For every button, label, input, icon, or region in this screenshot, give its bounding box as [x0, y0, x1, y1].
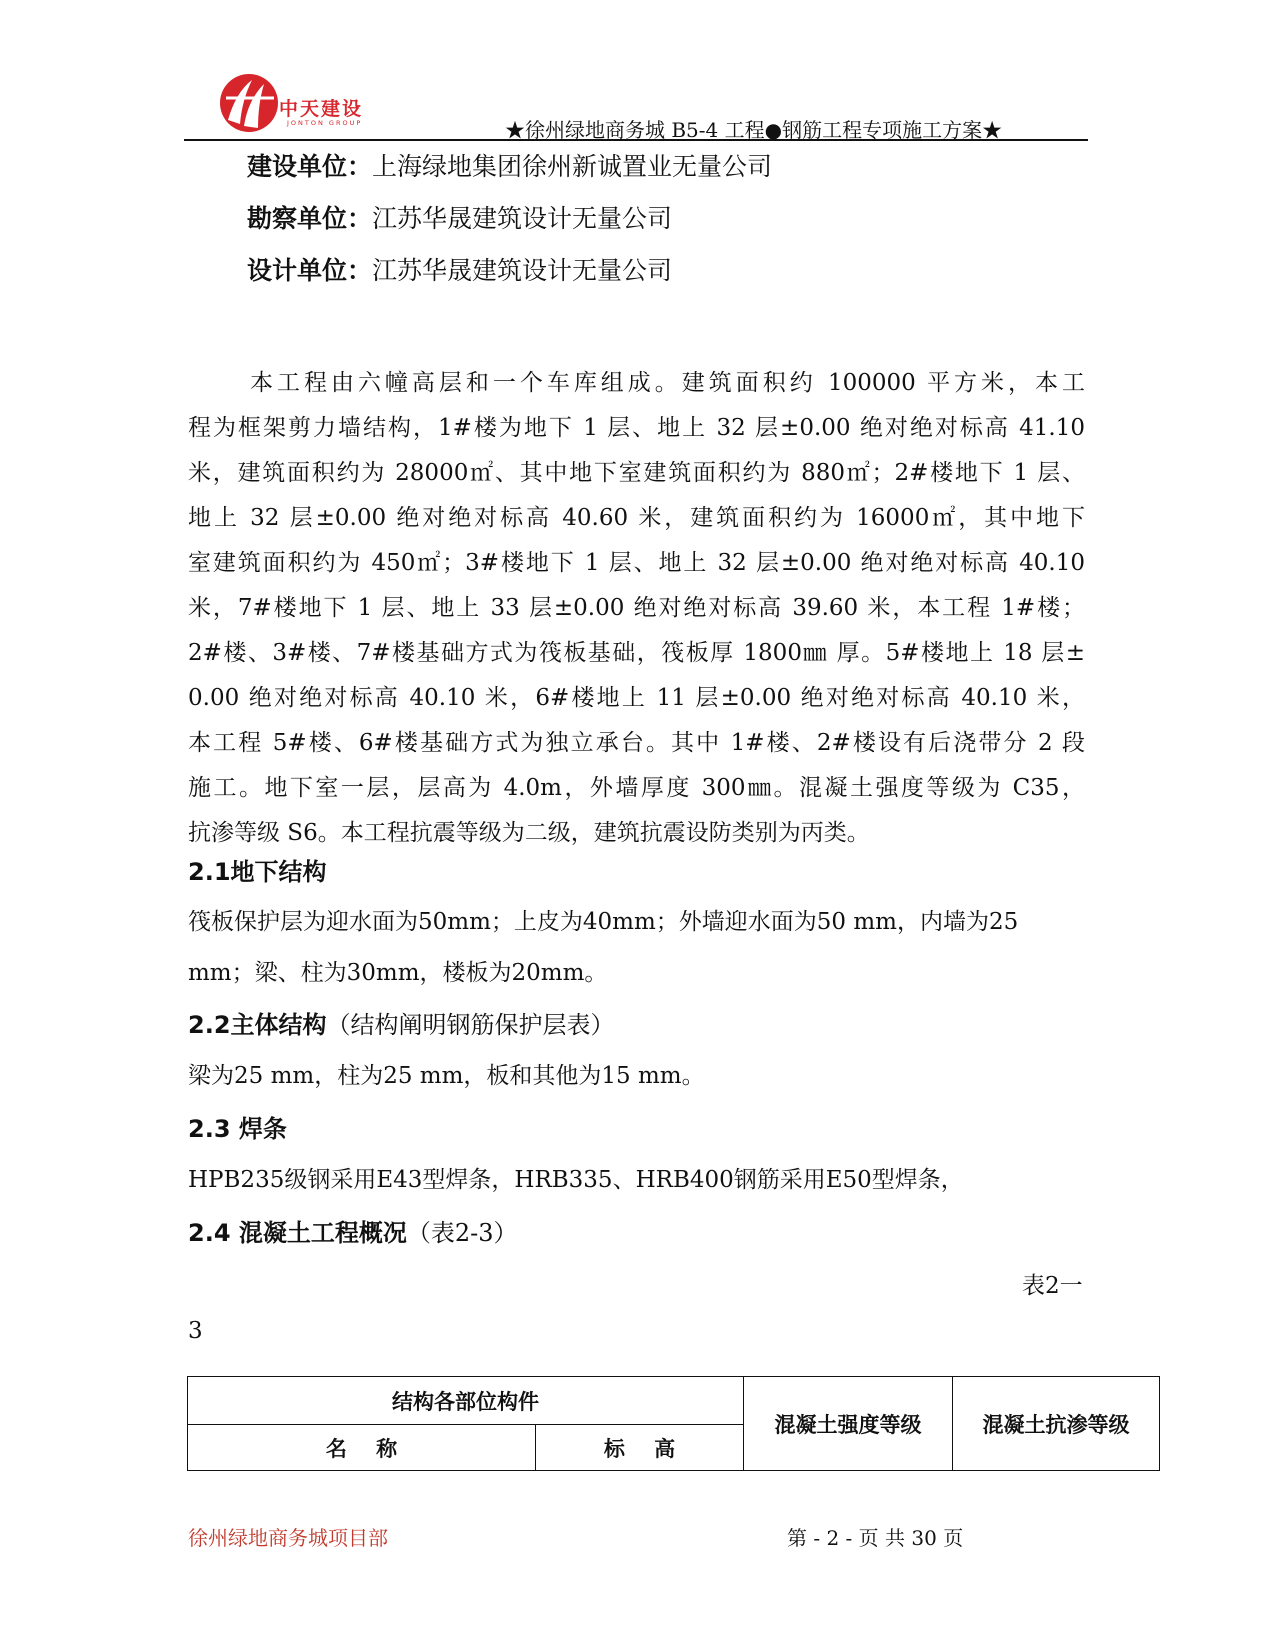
section-note: （表2-3）	[406, 1219, 518, 1247]
section-heading-2-3	[188, 1109, 287, 1144]
overview-line: 本工程由六幢高层和一个车库组成。建筑面积约 100000 平方米，本工	[250, 370, 1085, 396]
table-header-name: 名 称	[188, 1425, 536, 1471]
overview-line: 0.00 绝对绝对标高 40.10 米，6#楼地上 11 层±0.00 绝对绝对标高 40.10 米，	[188, 685, 1085, 711]
section-2-1-line: 筏板保护层为迎水面为50mm；上皮为40mm；外墙迎水面为50 mm，内墙为25	[188, 909, 1019, 935]
overview-line: 程为框架剪力墙结构，1#楼为地下 1 层、地上 32 层±0.00 绝对绝对标高 41.10	[188, 415, 1085, 441]
unit-label: 建设单位：	[247, 152, 373, 181]
section-heading-2-2	[188, 1005, 615, 1040]
table-caption-right: 表2一	[1022, 1273, 1083, 1299]
overview-line: 米，7#楼地下 1 层、地上 33 层±0.00 绝对绝对标高 39.60 米，本工程 1#楼；	[188, 595, 1085, 621]
table-group-header: 结构各部位构件	[188, 1377, 744, 1425]
overview-line: 抗渗等级 S6。本工程抗震等级为二级，建筑抗震设防类别为丙类。	[188, 820, 870, 846]
overview-line: 室建筑面积约为 450㎡；3#楼地下 1 层、地上 32 层±0.00 绝对绝对标高 40.10	[188, 550, 1085, 576]
overview-line: 本工程 5#楼、6#楼基础方式为独立承台。其中 1#楼、2#楼设有后浇带分 2 段	[188, 730, 1085, 756]
unit-value: 江苏华晟建筑设计无量公司	[372, 204, 673, 233]
unit-value: 上海绿地集团徐州新诚置业无量公司	[372, 152, 773, 181]
company-logo-icon	[218, 72, 280, 134]
overview-line: 施工。地下室一层，层高为 4.0m，外墙厚度 300㎜。混凝土强度等级为 C35，	[188, 775, 1085, 801]
unit-value: 江苏华晟建筑设计无量公司	[372, 256, 673, 285]
footer-page-number: 第 - 2 - 页 共 30 页	[787, 1526, 964, 1550]
section-2-2-text: 梁为25 mm，柱为25 mm，板和其他为15 mm。	[188, 1063, 705, 1089]
unit-label: 设计单位：	[247, 256, 373, 285]
logo-text-cn: 中天建设	[279, 98, 364, 120]
table-header-seepage: 混凝土抗渗等级	[953, 1377, 1160, 1471]
section-heading-text: 2.1地下结构	[188, 858, 327, 886]
section-heading-text: 2.2主体结构	[188, 1011, 327, 1039]
table-caption-left: 3	[188, 1318, 203, 1344]
section-heading-2-1	[188, 852, 327, 887]
section-2-1-line: mm；梁、柱为30mm，楼板为20mm。	[188, 960, 608, 986]
logo-text-en: JONTON GROUP	[287, 119, 363, 127]
header-divider	[184, 139, 1088, 141]
overview-line: 米，建筑面积约为 28000㎡、其中地下室建筑面积约为 880㎡；2#楼地下 1 层、	[188, 460, 1085, 486]
footer-project-dept: 徐州绿地商务城项目部	[188, 1526, 388, 1550]
table-header-strength: 混凝土强度等级	[744, 1377, 953, 1471]
section-heading-text: 2.4 混凝土工程概况	[188, 1219, 407, 1247]
unit-row-survey	[247, 199, 672, 235]
section-note: （结构阐明钢筋保护层表）	[326, 1011, 615, 1039]
unit-row-construction	[247, 147, 772, 183]
section-heading-text: 2.3 焊条	[188, 1115, 287, 1143]
overview-line: 地上 32 层±0.00 绝对绝对标高 40.60 米，建筑面积约为 16000㎡，其中地下	[188, 505, 1085, 531]
overview-line: 2#楼、3#楼、7#楼基础方式为筏板基础，筏板厚 1800㎜ 厚。5#楼地上 18 层±	[188, 640, 1085, 666]
unit-label: 勘察单位：	[247, 204, 373, 233]
table-header-elevation: 标 高	[536, 1425, 744, 1471]
section-heading-2-4	[188, 1213, 518, 1248]
concrete-overview-table	[187, 1376, 1160, 1471]
unit-row-design	[247, 251, 672, 287]
section-2-3-text: HPB235级钢采用E43型焊条，HRB335、HRB400钢筋采用E50型焊条，	[188, 1167, 964, 1193]
header-title: ★徐州绿地商务城 B5-4 工程●钢筋工程专项施工方案★	[505, 118, 1003, 142]
